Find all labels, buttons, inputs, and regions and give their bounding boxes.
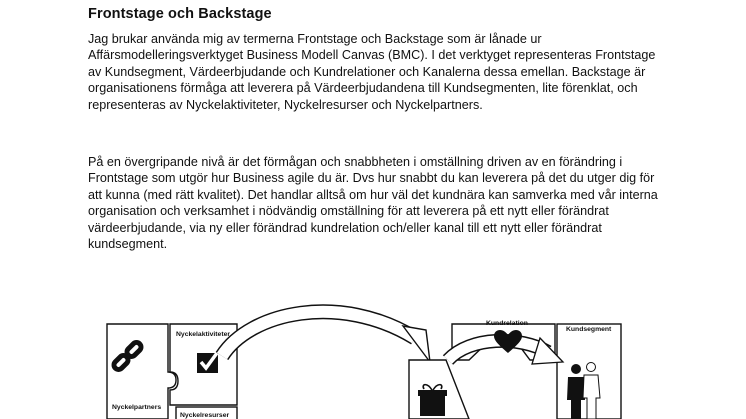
- kundrelation-label: Kundrelation: [486, 320, 528, 327]
- paragraph-2: På en övergripande nivå är det förmågan och snabbheten i omställning driven av en förändring i Frontstage som utgör hur Business agile du är. Dvs hur snabbt du kan leverera på det du utger dig för att kunna (med rätt kvalitet). Det handlar alltså om hur väl det kundnära kan samverka med vår interna organisation och verksamhet i nödvändig omställning för att leverera på ett nytt eller förändrat värdeerbjudande, via ny eller förändrad kundrelation och/eller kanal till ett nytt eller förändrat kundsegment.: [88, 155, 658, 252]
- nyckelresurser-label: Nyckelresurser: [180, 412, 230, 419]
- kundsegment-label: Kundsegment: [566, 326, 612, 333]
- section-heading: Frontstage och Backstage: [88, 6, 272, 22]
- nyckelaktiviteter-label: Nyckelaktiviteter: [176, 331, 231, 338]
- nyckelpartners-label: Nyckelpartners: [112, 404, 162, 411]
- heart-icon: [494, 330, 522, 353]
- flow-arrow: [222, 312, 430, 362]
- bmc-diagram: [0, 300, 746, 419]
- paragraph-1: Jag brukar använda mig av termerna Frontstage och Backstage som är lånade ur Affärsmodelleringsverktyget Business Modell Canvas (BMC). I det verktyget representeras Frontstage av Kundsegment, Värdeerbjudande och Kundrelationer och Kanalerna dessa emellan. Backstage är organisationens förmåga att leverera på Värdeerbjudandena till Kundsegmenten, lite förenklat, och representeras av Nyckelaktiviteter, Nyckelresurser och Nyckelpartners.: [88, 32, 656, 112]
- checkbox-icon: [197, 353, 218, 373]
